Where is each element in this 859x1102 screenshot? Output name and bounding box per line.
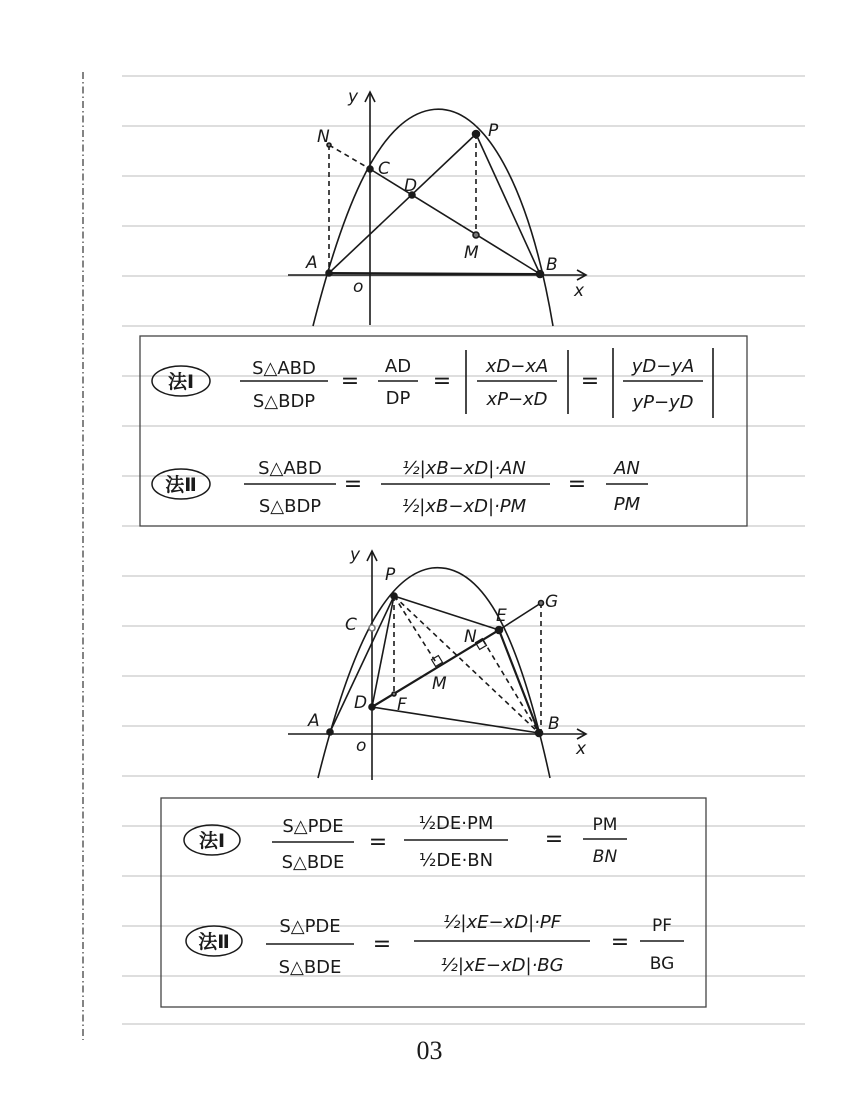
segment-NB-dashed <box>483 640 539 733</box>
box2-method1 <box>184 813 627 873</box>
label-M: M <box>432 674 447 694</box>
equals-sign: = <box>340 369 360 394</box>
label-G: G <box>545 592 559 612</box>
label-C: C <box>378 159 390 179</box>
label-F: F <box>397 695 407 715</box>
box2-method2 <box>186 912 684 978</box>
point-C <box>367 166 373 172</box>
equals-sign: = <box>343 472 363 497</box>
segment-PB <box>476 134 540 274</box>
point-M <box>473 232 479 238</box>
figure-2-labels <box>307 545 587 759</box>
figure-2 <box>288 551 586 780</box>
point-E <box>496 627 503 634</box>
label-D: D <box>404 176 418 196</box>
lhs-denominator: S△BDE <box>281 852 345 873</box>
label-P: P <box>385 565 396 585</box>
ratio1-denominator: DP <box>385 388 411 409</box>
label-y: y <box>350 545 361 565</box>
point-C <box>369 625 375 631</box>
equals-sign: = <box>544 827 564 852</box>
ratio3-numerator: yD−yA <box>631 356 695 377</box>
lhs-numerator: S△ABD <box>258 458 322 479</box>
equals-sign: = <box>567 472 587 497</box>
label-M: M <box>464 243 479 263</box>
segment-NC-dashed <box>329 145 370 169</box>
label-D: D <box>354 693 368 713</box>
ratio1-denominator: ½|xE−xD|·BG <box>440 955 564 976</box>
point-B <box>537 271 544 278</box>
equals-sign: = <box>368 830 388 855</box>
segment-EB <box>499 630 539 733</box>
lhs-numerator: S△PDE <box>282 816 344 837</box>
label-A: A <box>308 711 320 731</box>
point-D <box>369 704 375 710</box>
point-P <box>473 131 480 138</box>
ratio1-denominator: ½DE·BN <box>418 850 494 871</box>
label-y: y <box>348 87 359 107</box>
point-G <box>539 601 544 606</box>
label-B: B <box>546 255 558 275</box>
ratio2-numerator: AN <box>614 458 640 479</box>
label-C: C <box>345 615 357 635</box>
figure-1 <box>288 92 586 326</box>
lhs-denominator: S△BDP <box>258 496 322 517</box>
equals-sign: = <box>610 930 630 955</box>
ratio1-numerator: AD <box>384 356 412 377</box>
ratio2-denominator: PM <box>613 494 641 515</box>
segment-AB <box>329 273 540 274</box>
ratio3-denominator: yP−yD <box>632 392 694 413</box>
point-B <box>536 730 543 737</box>
ruled-lines <box>122 76 805 1024</box>
method-badge-label: 法Ⅰ <box>198 830 226 852</box>
label-A: A <box>306 253 318 273</box>
label-origin: o <box>353 277 364 297</box>
equals-sign: = <box>432 369 452 394</box>
ratio1-numerator: ½|xB−xD|·AN <box>402 458 526 479</box>
label-x: x <box>574 281 585 301</box>
label-N: N <box>317 127 330 147</box>
method-badge-label: 法Ⅰ <box>167 371 195 393</box>
label-P: P <box>488 121 499 141</box>
figure-1-labels <box>305 87 585 301</box>
segment-PB-dashed <box>394 596 539 733</box>
ratio1-numerator: ½DE·PM <box>418 813 494 834</box>
method-badge-label: 法Ⅱ <box>165 474 197 496</box>
parabola-curve <box>313 109 553 326</box>
lhs-numerator: S△PDE <box>279 916 341 937</box>
box1-method1 <box>152 348 713 418</box>
lhs-denominator: S△BDE <box>278 957 342 978</box>
label-E: E <box>496 606 507 626</box>
ratio2-denominator: BG <box>649 954 675 974</box>
ratio2-numerator: PF <box>651 916 673 936</box>
segment-PE <box>394 596 499 630</box>
equals-sign: = <box>580 369 600 394</box>
ratio1-numerator: ½|xE−xD|·PF <box>442 912 562 933</box>
ratio1-denominator: ½|xB−xD|·PM <box>401 496 527 517</box>
point-A <box>327 729 333 735</box>
ratio2-numerator: xD−xA <box>485 356 549 377</box>
label-x: x <box>576 739 587 759</box>
ratio2-denominator: BN <box>592 847 618 867</box>
point-P <box>391 593 397 599</box>
label-B: B <box>548 714 560 734</box>
point-F <box>392 692 396 696</box>
segment-DP <box>372 596 394 707</box>
ratio2-numerator: PM <box>592 815 618 835</box>
lhs-numerator: S△ABD <box>252 358 316 379</box>
ratio2-denominator: xP−xD <box>486 389 548 410</box>
lhs-denominator: S△BDP <box>252 391 316 412</box>
box1-method2 <box>152 458 648 517</box>
page-number: 03 <box>416 1036 443 1065</box>
equals-sign: = <box>372 932 392 957</box>
method-badge-label: 法Ⅱ <box>198 931 230 953</box>
label-origin: o <box>356 736 367 756</box>
segment-DE <box>372 630 499 707</box>
label-N: N <box>464 627 477 647</box>
point-A <box>326 270 332 276</box>
